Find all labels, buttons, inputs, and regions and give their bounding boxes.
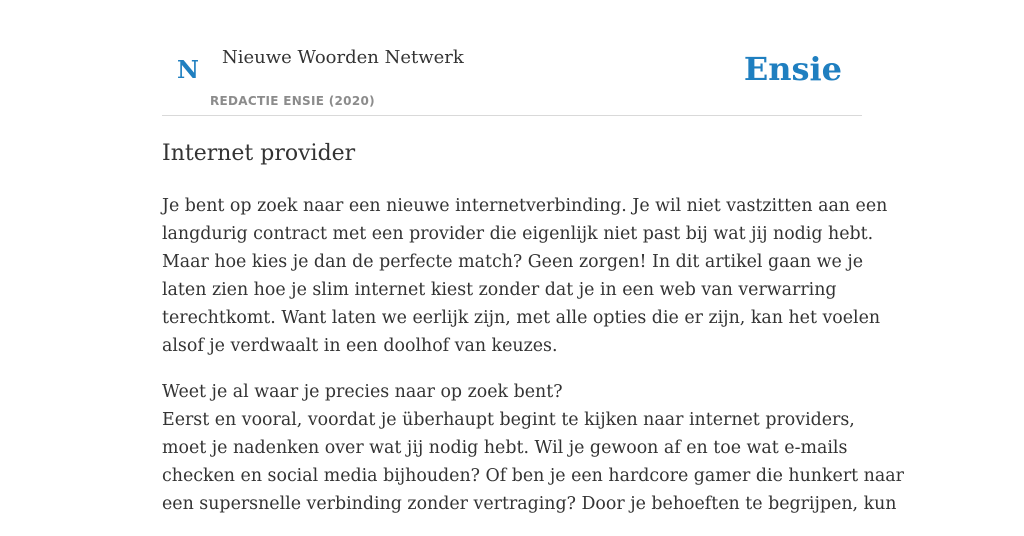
paragraph-line: Maar hoe kies je dan de perfecte match? Geen zorgen! In dit artikel gaan we je: [162, 252, 864, 272]
paragraph-line: terechtkomt. Want laten we eerlijk zijn, met alle opties die er zijn, kan het voelen: [162, 308, 881, 328]
article-title: Internet provider: [162, 141, 356, 166]
paragraph-line: alsof je verdwaalt in een doolhof van keuzes.: [162, 336, 558, 356]
paragraph-line: Je bent op zoek naar een nieuwe internetverbinding. Je wil niet vastzitten aan een: [162, 196, 888, 216]
paragraph-line: langdurig contract met een provider die eigenlijk niet past bij wat jij nodig hebt.: [162, 224, 874, 244]
paragraph-line: checken en social media bijhouden? Of ben je een hardcore gamer die hunkert naar: [162, 466, 904, 486]
paragraph-2: [162, 378, 904, 518]
source-header: [162, 0, 862, 116]
source-meta: REDACTIE ENSIE (2020): [210, 94, 375, 108]
paragraph-line: Weet je al waar je precies naar op zoek bent?: [162, 382, 563, 402]
paragraph-line: een supersnelle verbinding zonder vertraging? Door je behoeften te begrijpen, kun: [162, 494, 897, 514]
source-name-link[interactable]: Nieuwe Woorden Netwerk: [222, 47, 464, 68]
article-body: [162, 192, 904, 536]
paragraph-1: [162, 192, 888, 360]
paragraph-line: moet je nadenken over wat jij nodig hebt. Wil je gewoon af en toe wat e-mails: [162, 438, 848, 458]
article-container: [162, 0, 904, 514]
source-logo-icon[interactable]: N: [177, 55, 199, 84]
paragraph-line: laten zien hoe je slim internet kiest zonder dat je in een web van verwarring: [162, 280, 837, 300]
brand-logo[interactable]: Ensie: [743, 50, 842, 88]
paragraph-line: Eerst en vooral, voordat je überhaupt begint te kijken naar internet providers,: [162, 410, 855, 430]
